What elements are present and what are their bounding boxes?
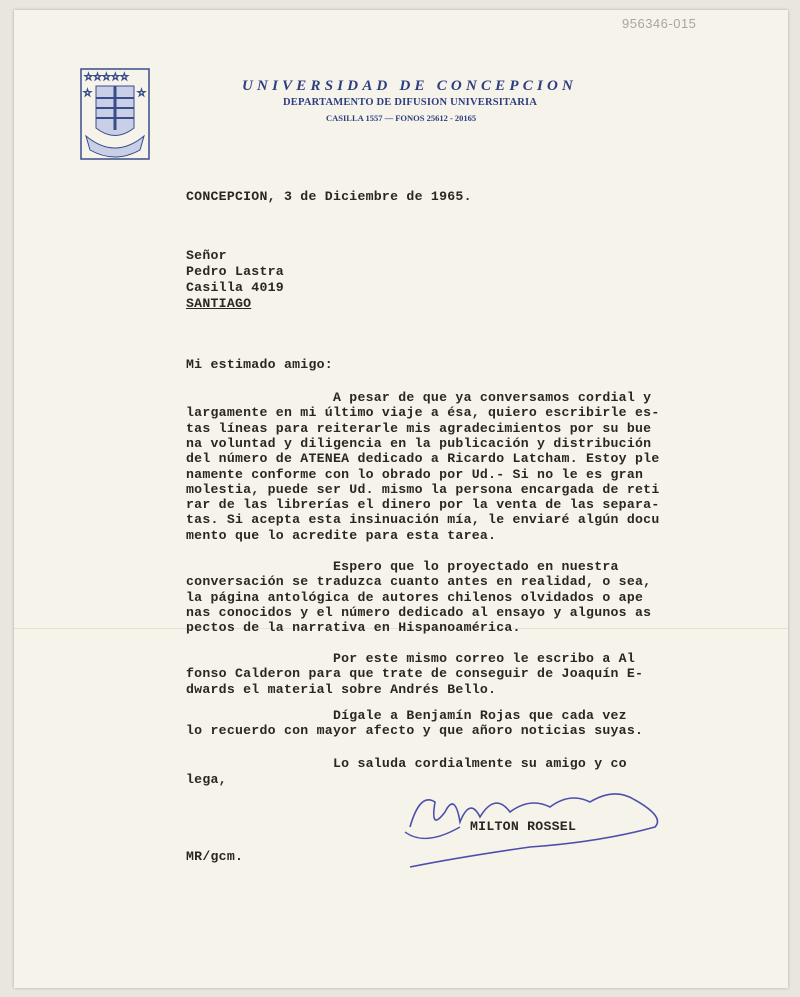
- svg-text:☆: ☆: [83, 88, 92, 99]
- department-name: DEPARTAMENTO DE DIFUSION UNIVERSITARIA: [283, 97, 538, 108]
- closing-line: lega,: [186, 772, 227, 787]
- paragraph-2-line: conversación se traduzca cuanto antes en realidad, o sea,: [186, 574, 652, 590]
- svg-text:☆: ☆: [137, 88, 146, 99]
- paragraph-4-line: Dígale a Benjamín Rojas que cada vez: [186, 708, 627, 723]
- contact-info: CASILLA 1557 — FONOS 25612 - 20165: [326, 113, 477, 123]
- typist-initials: MR/gcm.: [186, 849, 244, 864]
- letter-date: CONCEPCION, 3 de Diciembre de 1965.: [186, 189, 472, 204]
- paragraph-1-line: namente conforme con lo obrado por Ud.- Si no le es gran: [186, 466, 644, 482]
- paragraph-2-line: Espero que lo proyectado en nuestra: [186, 559, 619, 574]
- paragraph-3-line: Por este mismo correo le escribo a Al: [186, 651, 636, 666]
- paragraph-3-line: dwards el material sobre Andrés Bello.: [186, 681, 497, 697]
- university-crest-logo: [80, 68, 150, 160]
- paragraph-2-line: pectos de la narrativa en Hispanoamérica.: [186, 620, 521, 636]
- recipient-block: [186, 248, 284, 323]
- recipient-line: Casilla 4019: [186, 280, 284, 295]
- paragraph-1-line: molestia, puede ser Ud. mismo la persona encargada de reti: [186, 481, 660, 497]
- paragraph-2-line: la página antológica de autores chilenos olvidados o ape: [186, 589, 644, 605]
- recipient-line: Señor: [186, 248, 227, 263]
- paragraph-1-line: rar de las librerías el dinero por la venta de las separa-: [186, 497, 660, 513]
- signatory-name: MILTON ROSSEL: [470, 819, 577, 834]
- closing-line: Lo saluda cordialmente su amigo y co: [186, 756, 627, 771]
- paragraph-1-line: A pesar de que ya conversamos cordial y: [186, 390, 652, 405]
- salutation: Mi estimado amigo:: [186, 357, 333, 372]
- paragraph-4-line: lo recuerdo con mayor afecto y que añoro noticias suyas.: [186, 723, 644, 739]
- recipient-line: Pedro Lastra: [186, 264, 284, 279]
- paragraph-2-line: nas conocidos y el número dedicado al ensayo y algunos as: [186, 604, 652, 620]
- university-name: UNIVERSIDAD DE CONCEPCION: [242, 78, 578, 94]
- paragraph-1-line: na voluntad y diligencia en la publicación y distribución: [186, 435, 652, 451]
- closing: [186, 756, 627, 801]
- paragraph-1-line: tas líneas para reiterarle mis agradecimientos por su bue: [186, 420, 652, 436]
- svg-text:☆☆☆☆☆: ☆☆☆☆☆: [84, 72, 129, 83]
- paragraph-1-line: largamente en mi último viaje a ésa, quiero escribirle es-: [186, 405, 660, 421]
- paragraph-1-line: tas. Si acepta esta insinuación mía, le enviaré algún docu: [186, 512, 660, 528]
- archive-reference: 956346-015: [622, 16, 697, 31]
- paragraph-3-line: fonso Calderon para que trate de conseguir de Joaquín E-: [186, 666, 644, 682]
- paragraph-1-line: mento que lo acredite para esta tarea.: [186, 527, 497, 543]
- paragraph-1-line: del número de ATENEA dedicado a Ricardo Latcham. Estoy ple: [186, 451, 660, 467]
- recipient-city: SANTIAGO: [186, 296, 252, 311]
